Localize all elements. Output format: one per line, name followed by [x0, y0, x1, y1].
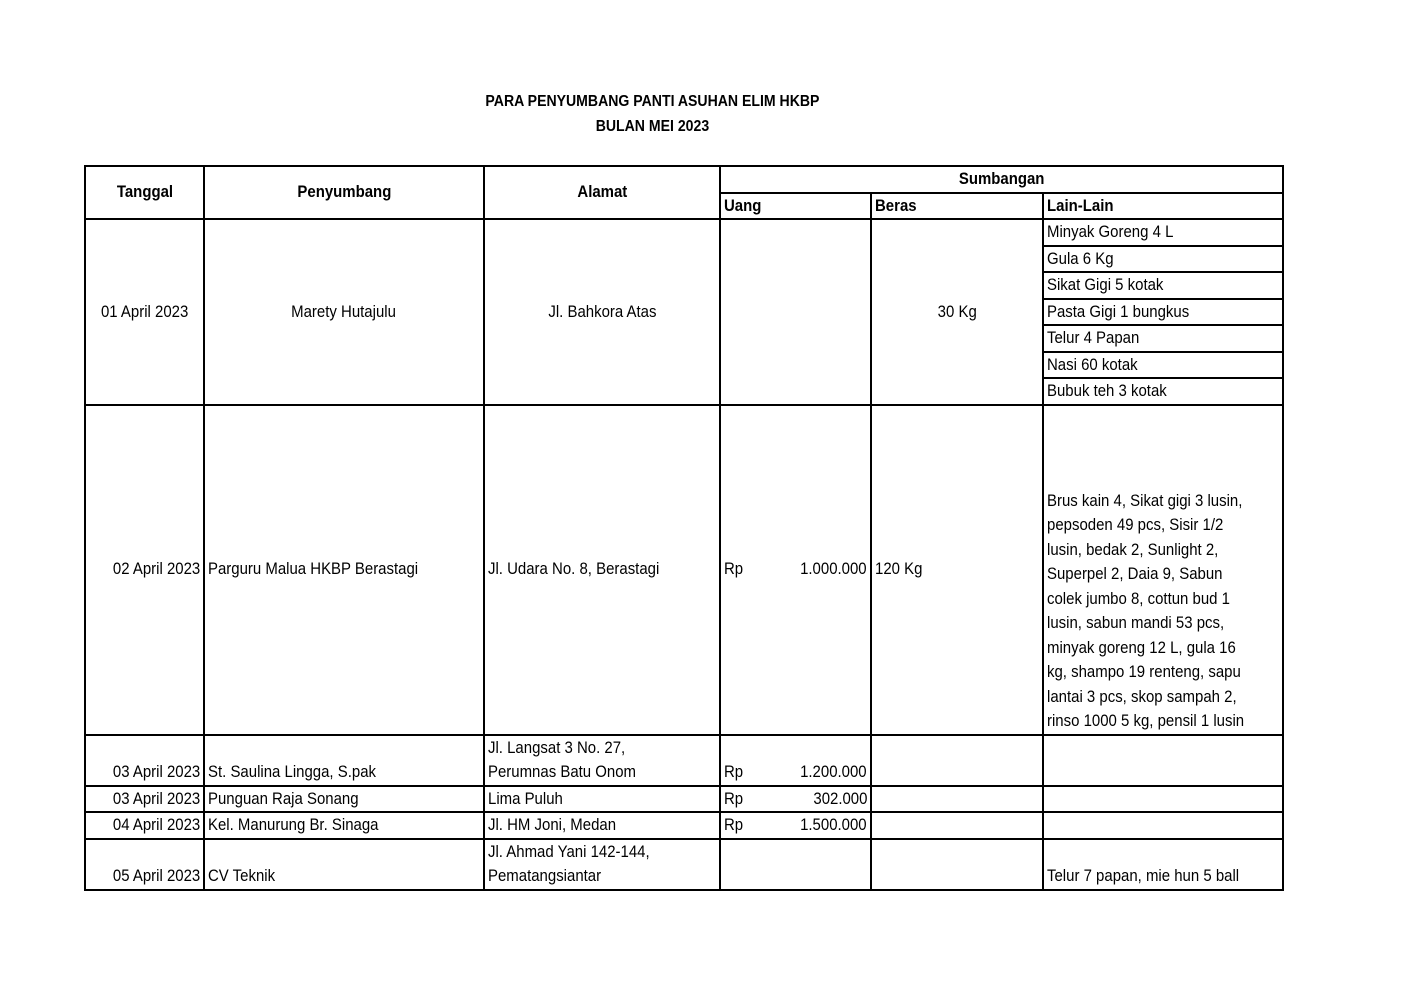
currency-label: Rp [724, 762, 744, 781]
cell-lain [1043, 786, 1283, 813]
currency-label: Rp [724, 559, 744, 579]
cell-tanggal: 03 April 2023 [85, 735, 204, 786]
donor-table-container [84, 165, 1284, 891]
table-row [85, 812, 1283, 839]
table-row [85, 839, 1283, 890]
currency-label: Rp [724, 788, 744, 808]
cell-penyumbang: Kel. Manurung Br. Sinaga [204, 812, 484, 839]
amount-value: 302.000 [812, 788, 867, 808]
cell-tanggal: 01 April 2023 [85, 219, 204, 405]
cell-uang [720, 405, 871, 735]
header-uang: Uang [720, 193, 871, 220]
cell-alamat: Jl. HM Joni, Medan [484, 812, 720, 839]
header-beras: Beras [871, 193, 1043, 220]
cell-uang [720, 786, 871, 813]
cell-penyumbang: Punguan Raja Sonang [204, 786, 484, 813]
cell-penyumbang: Parguru Malua HKBP Berastagi [204, 405, 484, 735]
cell-alamat: Jl. Ahmad Yani 142-144, Pematangsiantar [484, 839, 720, 890]
header-tanggal: Tanggal [85, 166, 204, 219]
cell-lain-item: Bubuk teh 3 kotak [1043, 378, 1283, 405]
cell-alamat: Jl. Langsat 3 No. 27, Perumnas Batu Onom [484, 735, 720, 786]
cell-lain-item: Minyak Goreng 4 L [1043, 219, 1283, 246]
cell-lain [1043, 812, 1283, 839]
header-penyumbang: Penyumbang [204, 166, 484, 219]
cell-beras [871, 735, 1043, 786]
cell-lain: Brus kain 4, Sikat gigi 3 lusin, pepsoden 49 pcs, Sisir 1/2 lusin, bedak 2, Sunlight 2, Superpel 2, Daia 9, Sabun colek jumbo 8, cottun bud 1 lusin, sabun mandi 53 pcs, minyak goreng 12 L, gula 16 kg, shampo 19 renteng, sapu lantai 3 pcs, skop sampah 2, rinso 1000 5 kg, pensil 1 lusin [1043, 405, 1283, 735]
cell-lain-item: Nasi 60 kotak [1043, 352, 1283, 379]
cell-lain-item: Gula 6 Kg [1043, 246, 1283, 273]
amount-value: 1.000.000 [800, 559, 867, 579]
cell-uang [720, 219, 871, 405]
cell-penyumbang: Marety Hutajulu [204, 219, 484, 405]
cell-alamat: Lima Puluh [484, 786, 720, 813]
document-subtitle: BULAN MEI 2023 [595, 118, 710, 135]
table-row [85, 786, 1283, 813]
currency-label: Rp [724, 815, 744, 834]
cell-uang [720, 735, 871, 786]
donor-table [84, 165, 1284, 891]
amount-value: 1.500.000 [800, 815, 867, 834]
cell-lain: Telur 7 papan, mie hun 5 ball [1043, 839, 1283, 890]
cell-alamat: Jl. Bahkora Atas [484, 219, 720, 405]
cell-uang [720, 839, 871, 890]
table-row [85, 219, 1283, 246]
cell-tanggal: 03 April 2023 [85, 786, 204, 813]
amount-value: 1.200.000 [800, 762, 867, 781]
cell-lain-item: Pasta Gigi 1 bungkus [1043, 299, 1283, 326]
cell-tanggal: 02 April 2023 [85, 405, 204, 735]
cell-beras [871, 812, 1043, 839]
cell-tanggal: 05 April 2023 [85, 839, 204, 890]
header-lain-lain: Lain-Lain [1043, 193, 1283, 220]
cell-beras: 120 Kg [871, 405, 1043, 735]
cell-beras [871, 786, 1043, 813]
cell-penyumbang: CV Teknik [204, 839, 484, 890]
cell-lain-item: Telur 4 Papan [1043, 325, 1283, 352]
table-row [85, 405, 1283, 735]
cell-lain-item: Sikat Gigi 5 kotak [1043, 272, 1283, 299]
cell-uang [720, 812, 871, 839]
header-sumbangan: Sumbangan [720, 166, 1283, 193]
cell-lain [1043, 735, 1283, 786]
cell-alamat: Jl. Udara No. 8, Berastagi [484, 405, 720, 735]
header-alamat: Alamat [484, 166, 720, 219]
cell-beras: 30 Kg [871, 219, 1043, 405]
header-row-1 [85, 166, 1283, 193]
cell-beras [871, 839, 1043, 890]
cell-penyumbang: St. Saulina Lingga, S.pak [204, 735, 484, 786]
cell-tanggal: 04 April 2023 [85, 812, 204, 839]
table-row [85, 735, 1283, 786]
document-title: PARA PENYUMBANG PANTI ASUHAN ELIM HKBP [485, 93, 820, 110]
